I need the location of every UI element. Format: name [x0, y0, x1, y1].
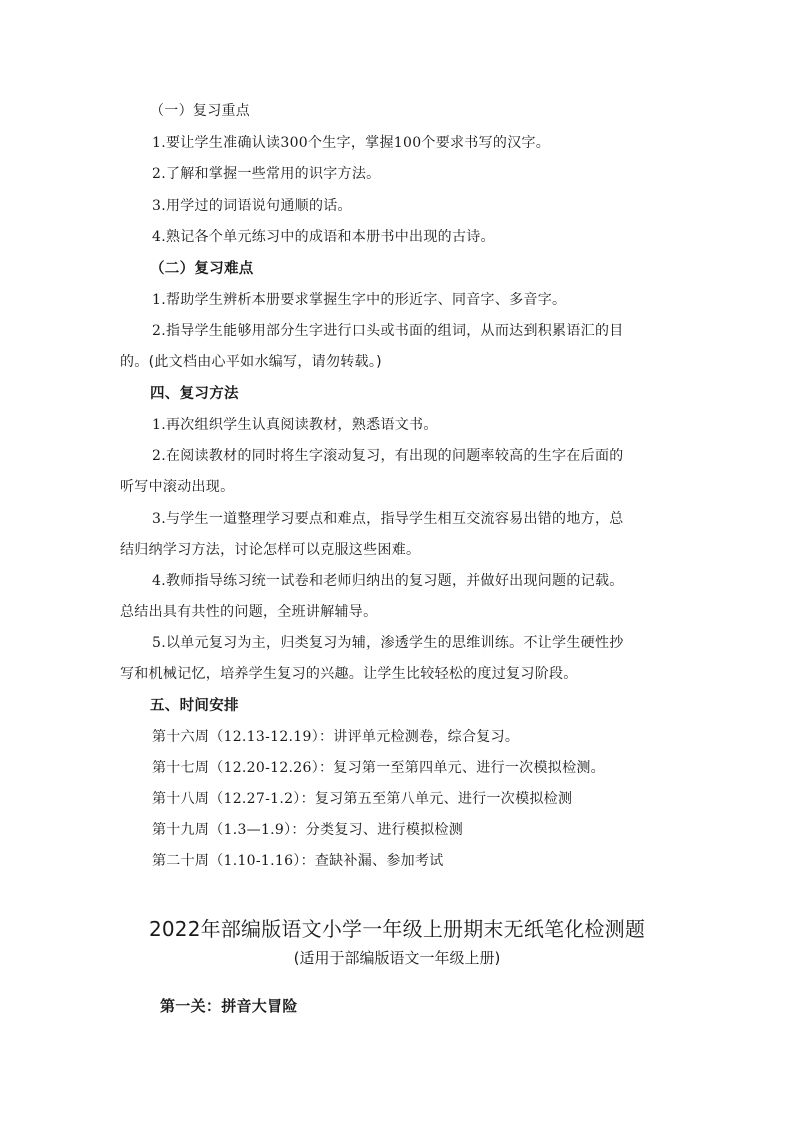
list-item-continuation: 总结出具有共性的问题，全班讲解辅导。	[120, 604, 378, 620]
schedule-item: 第十六周（12.13-12.19）：讲评单元检测卷，综合复习。	[152, 729, 520, 745]
schedule-item: 第十九周（1.3—1.9）：分类复习、进行模拟检测	[152, 822, 464, 838]
exam-title: 2022年部编版语文小学一年级上册期末无纸笔化检测题	[148, 917, 646, 941]
list-item-continuation: 写和机械记忆，培养学生复习的兴趣。让学生比较轻松的度过复习阶段。	[120, 666, 578, 682]
exam-subtitle: (适用于部编版语文一年级上册)	[293, 949, 501, 967]
list-item: 3.用学过的词语说句通顺的话。	[152, 198, 352, 214]
section-heading-schedule: 五、时间安排	[150, 698, 239, 714]
section-heading-review-methods: 四、复习方法	[150, 386, 239, 402]
list-item: 3.与学生一道整理学习要点和难点，指导学生相互交流容易出错的地方，总	[152, 511, 624, 527]
schedule-item: 第二十周（1.10-1.16）：查缺补漏、参加考试	[152, 853, 444, 869]
schedule-item: 第十七周（12.20-12.26）：复习第一至第四单元、进行一次模拟检测。	[152, 760, 605, 776]
list-item-continuation: 听写中滚动出现。	[120, 479, 235, 495]
list-item: 1.帮助学生辨析本册要求掌握生字中的形近字、同音字、多音字。	[152, 292, 567, 308]
list-item: 4.熟记各个单元练习中的成语和本册书中出现的古诗。	[152, 229, 495, 245]
section-heading-review-difficulty: （二）复习难点	[150, 261, 254, 277]
list-item: 2.在阅读教材的同时将生字滚动复习，有出现的问题率较高的生字在后面的	[152, 448, 624, 464]
list-item: 1.再次组织学生认真阅读教材，熟悉语文书。	[152, 417, 438, 433]
first-level-heading: 第一关：拼音大冒险	[160, 997, 298, 1015]
list-item-continuation: 的。(此文档由心平如水编写，请勿转载。)	[120, 354, 382, 370]
list-item: 2.指导学生能够用部分生字进行口头或书面的组词，从而达到积累语汇的目	[152, 323, 624, 339]
schedule-item: 第十八周（12.27-1.2）：复习第五至第八单元、进行一次模拟检测	[152, 791, 573, 807]
list-item-continuation: 结归纳学习方法，讨论怎样可以克服这些困难。	[120, 542, 421, 558]
list-item: 1.要让学生准确认读300个生字，掌握100个要求书写的汉字。	[152, 135, 551, 151]
list-item: 4.教师指导练习统一试卷和老师归纳出的复习题，并做好出现问题的记载。	[152, 573, 624, 589]
list-item: 5.以单元复习为主，归类复习为辅，渗透学生的思维训练。不让学生硬性抄	[152, 635, 624, 651]
section-heading-review-focus: （一）复习重点	[150, 103, 251, 119]
list-item: 2.了解和掌握一些常用的识字方法。	[152, 166, 381, 182]
